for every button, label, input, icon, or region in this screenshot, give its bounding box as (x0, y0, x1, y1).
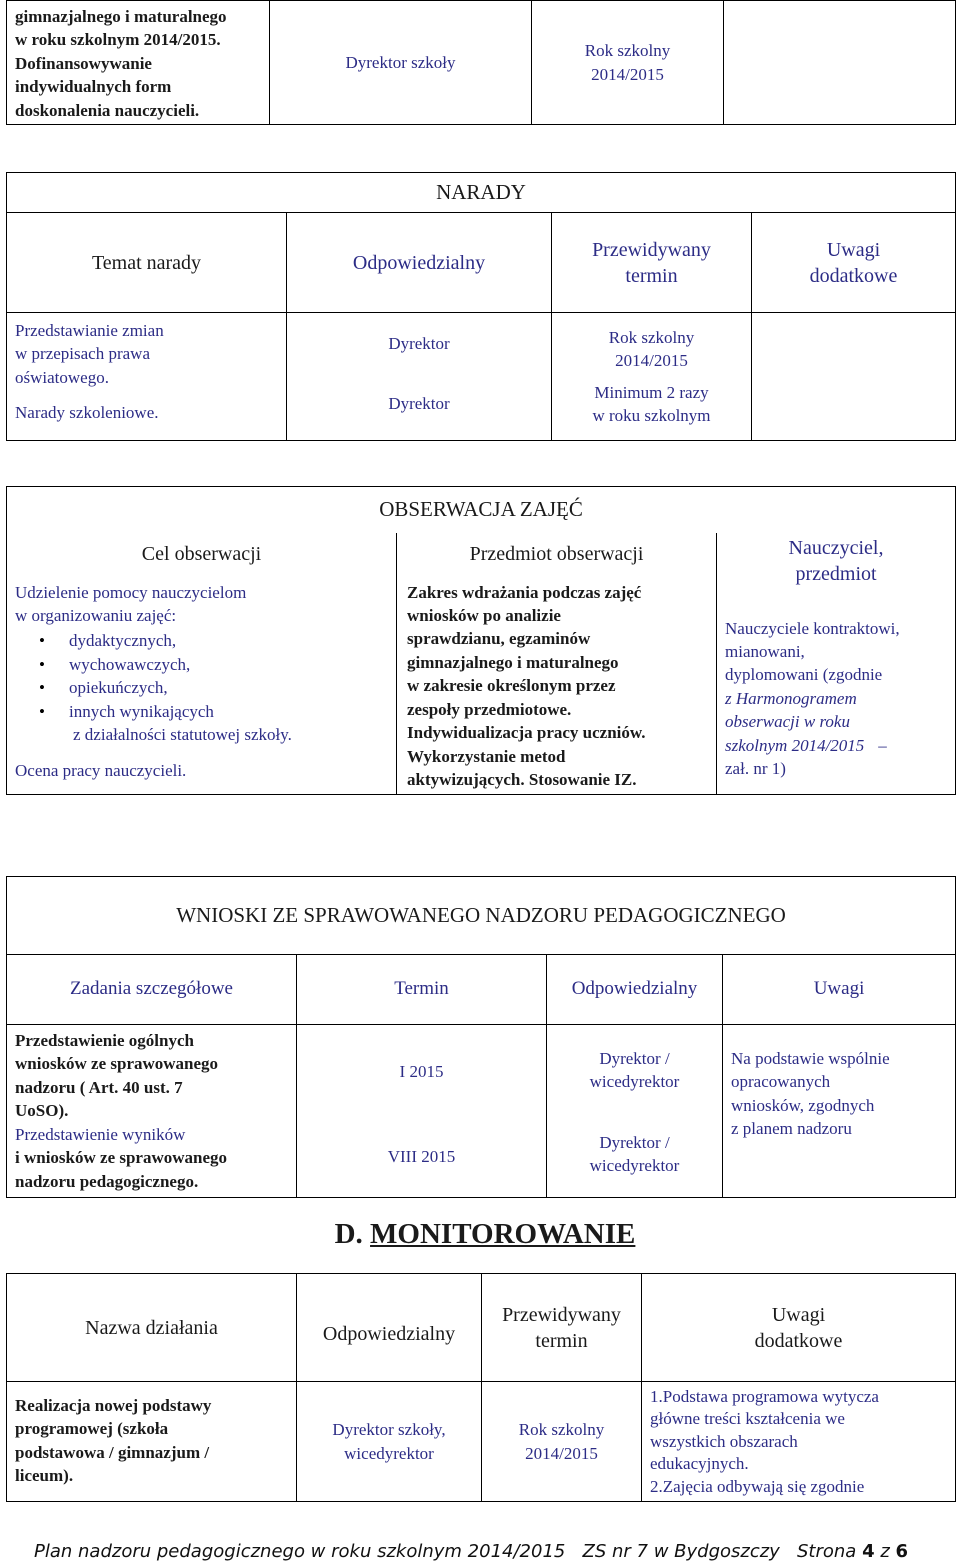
term-line: 2014/2015 (615, 351, 688, 371)
header-name: Nazwa działania (7, 1274, 297, 1382)
term-line: Rok szkolny (584, 41, 671, 61)
responsible-cell (547, 1025, 723, 1198)
notes-line: 1.Podstawa programowa wytycza (650, 1387, 879, 1406)
term-line: 2014/2015 (525, 1443, 598, 1463)
wnioski-table (6, 876, 956, 1198)
term-line: Minimum 2 razy (594, 382, 709, 402)
subject-line: sprawdzianu, egzaminów (407, 629, 591, 649)
teacher-line: mianowani, (725, 641, 805, 661)
notes-cell (724, 1, 956, 125)
tasks-line: i wniosków ze sprawowanego (15, 1148, 228, 1168)
term-cell (532, 1, 724, 125)
teacher-line: obserwacji w roku (725, 712, 850, 732)
header-responsible: Odpowiedzialny (297, 1274, 482, 1382)
section-d-title: MONITOROWANIE (370, 1218, 636, 1250)
tasks-line: wniosków ze sprawowanego (15, 1054, 219, 1074)
footer-of: z (880, 1541, 890, 1562)
task-line: indywidualnych form (15, 77, 172, 97)
tasks-line: Przedstawienie wyników (15, 1124, 186, 1144)
term-line: VIII 2015 (387, 1147, 456, 1167)
task-line: w roku szkolnym 2014/2015. (15, 30, 221, 50)
name-line: podstawowa / gimnazjum / (15, 1442, 210, 1462)
goal-bullet-list (15, 629, 388, 723)
responsible-line: Dyrektor / (599, 1049, 670, 1068)
topic-line: oświatowego. (15, 367, 109, 387)
task-line: doskonalenia nauczycieli. (15, 100, 200, 120)
tasks-line: Przedstawienie ogólnych (15, 1031, 194, 1050)
term-line: I 2015 (399, 1062, 444, 1081)
notes-cell (642, 1382, 956, 1502)
page-footer (34, 1541, 908, 1562)
name-cell (7, 1382, 297, 1502)
header-topic: Temat narady (7, 213, 287, 313)
name-line: Realizacja nowej podstawy (15, 1396, 212, 1415)
header-term-line: Przewidywany (592, 238, 711, 261)
term-line: Rok szkolny (518, 1420, 605, 1440)
narady-term-cell (552, 313, 752, 441)
header-notes-line: dodatkowe (754, 1329, 843, 1352)
goal-bullet: • dydaktycznych, (69, 629, 388, 652)
header-teacher (725, 535, 947, 601)
wnioski-title: WNIOSKI ZE SPRAWOWANEGO NADZORU PEDAGOGICZNEGO (7, 877, 956, 955)
term-cell (297, 1025, 547, 1198)
task-line: Dofinansowywanie (15, 53, 152, 73)
name-line: programowej (szkoła (15, 1419, 169, 1439)
goal-bullet: • wychowawczych, (69, 653, 388, 676)
teacher-cell (717, 533, 956, 795)
notes-line: edukacyjnych. (650, 1454, 749, 1474)
header-term-line: termin (625, 264, 678, 287)
teacher-line: dyplomowani (zgodnie (725, 665, 883, 685)
header-term (482, 1274, 642, 1382)
obserwacja-table (6, 486, 956, 795)
top-task-table (6, 0, 956, 125)
notes-cell (723, 1025, 956, 1198)
subject-line: gimnazjalnego i maturalnego (407, 652, 619, 672)
header-term (552, 213, 752, 313)
name-line: liceum). (15, 1466, 74, 1486)
responsible-line: wicedyrektor (589, 1156, 680, 1176)
responsible-line: wicedyrektor (344, 1443, 434, 1463)
subject-line: Zakres wdrażania podczas zajęć (407, 582, 642, 602)
term-line: Rok szkolny (608, 327, 695, 347)
responsible-line: wicedyrektor (589, 1072, 680, 1092)
header-term: Termin (297, 955, 547, 1025)
teacher-line: z Harmonogramem (725, 688, 857, 708)
teacher-line: zał. nr 1) (725, 759, 786, 779)
term-line: 2014/2015 (591, 64, 664, 84)
footer-total-pages: 6 (895, 1541, 909, 1562)
task-line: gimnazjalnego i maturalnego (15, 7, 227, 26)
header-responsible: Odpowiedzialny (287, 213, 552, 313)
notes-line: z planem nadzoru (731, 1119, 852, 1139)
term-line: w roku szkolnym (592, 405, 711, 425)
header-notes (752, 213, 956, 313)
narady-topics-cell (7, 313, 287, 441)
notes-line: wszystkich obszarach (650, 1431, 798, 1451)
narady-notes-cell (752, 313, 956, 441)
term-cell (482, 1382, 642, 1502)
responsible-line: Dyrektor / (599, 1132, 670, 1152)
responsible-text: Dyrektor szkoły (345, 52, 456, 72)
footer-page-number: 4 (862, 1541, 875, 1562)
header-teacher-line: Nauczyciel, (788, 536, 884, 559)
topic-line: Przedstawianie zmian (15, 321, 164, 340)
teacher-dash: – (878, 735, 887, 755)
header-tasks: Zadania szczegółowe (7, 955, 297, 1025)
header-notes: Uwagi (723, 955, 956, 1025)
goal-line: z działalności statutowej szkoły. (73, 725, 292, 745)
responsible-line: Dyrektor (388, 393, 450, 413)
header-subject: Przedmiot obserwacji (469, 542, 644, 565)
goal-bullet: • innych wynikających (69, 700, 388, 723)
teacher-line: szkolnym 2014/2015 (725, 735, 865, 755)
subject-line: Indywidualizacja pracy uczniów. (407, 723, 646, 743)
header-notes (642, 1274, 956, 1382)
subject-line: Wykorzystanie metod (407, 746, 566, 766)
header-responsible: Odpowiedzialny (547, 955, 723, 1025)
footer-text: Plan nadzoru pedagogicznego w roku szkolnym 2014/2015 ZS nr 7 w Bydgoszczy Strona (34, 1541, 857, 1562)
header-teacher-line: przedmiot (795, 562, 877, 585)
header-notes-line: dodatkowe (809, 264, 898, 287)
notes-line: wniosków, zgodnych (731, 1095, 875, 1115)
header-goal: Cel obserwacji (141, 542, 262, 565)
notes-line: 2.Zajęcia odbywają się zgodnie (650, 1476, 865, 1496)
goal-line: w organizowaniu zajęć: (15, 605, 177, 625)
task-cell (7, 1, 270, 125)
header-term-line: Przewidywany (502, 1303, 621, 1326)
tasks-line: nadzoru ( Art. 40 ust. 7 (15, 1077, 183, 1097)
header-term-line: termin (535, 1329, 588, 1352)
notes-line: Na podstawie wspólnie (731, 1049, 890, 1068)
subject-line: zespoły przedmiotowe. (407, 699, 572, 719)
subject-line: w zakresie określonym przez (407, 676, 616, 696)
goal-line: Udzielenie pomocy nauczycielom (15, 582, 247, 602)
section-d-prefix: D. (334, 1218, 371, 1250)
goal-line: Ocena pracy nauczycieli. (15, 760, 187, 780)
notes-line: główne treści kształcenia we (650, 1409, 845, 1429)
header-notes-line: Uwagi (771, 1303, 826, 1326)
goal-bullet: • opiekuńczych, (69, 676, 388, 699)
subject-cell (397, 533, 717, 795)
notes-line: opracowanych (731, 1072, 831, 1092)
tasks-line: UoSO). (15, 1101, 69, 1121)
narady-responsible-cell (287, 313, 552, 441)
goal-cell (7, 533, 397, 795)
obserwacja-title: OBSERWACJA ZAJĘĆ (7, 487, 956, 533)
topic-line: Narady szkoleniowe. (15, 403, 159, 423)
responsible-cell (297, 1382, 482, 1502)
teacher-line: Nauczyciele kontraktowi, (725, 618, 900, 638)
narady-table (6, 172, 956, 441)
tasks-cell (7, 1025, 297, 1198)
header-notes-line: Uwagi (826, 238, 881, 261)
responsible-line: Dyrektor szkoły, (332, 1420, 446, 1440)
monitorowanie-table (6, 1273, 956, 1502)
section-d-heading (0, 1218, 960, 1251)
narady-title: NARADY (7, 173, 956, 213)
responsible-cell (270, 1, 532, 125)
subject-line: aktywizujących. Stosowanie IZ. (407, 770, 637, 790)
topic-line: w przepisach prawa (15, 344, 150, 364)
subject-line: wniosków po analizie (407, 605, 561, 625)
tasks-line: nadzoru pedagogicznego. (15, 1171, 199, 1191)
responsible-line: Dyrektor (388, 334, 450, 354)
